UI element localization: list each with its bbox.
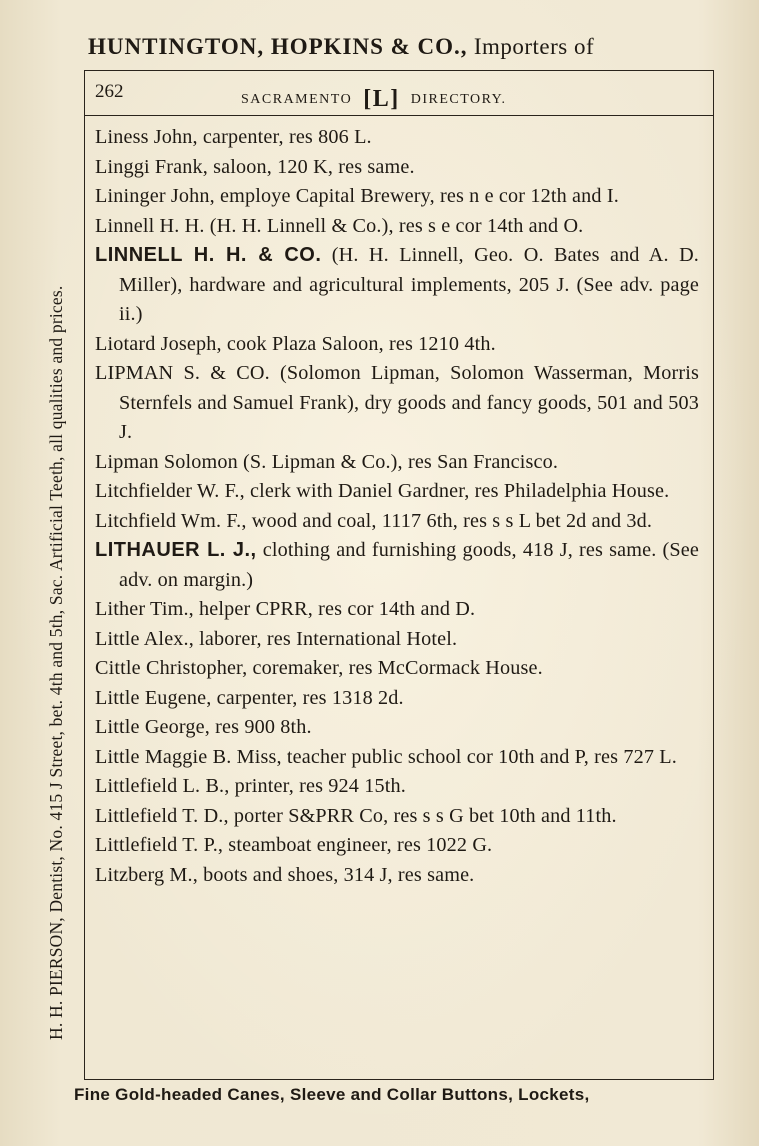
directory-entry <box>95 772 699 802</box>
directory-entry <box>95 713 699 743</box>
entry-text: Litchfielder W. F., clerk with Daniel Gardner, res Philadelphia House. <box>95 480 670 502</box>
directory-entry <box>95 330 699 360</box>
entry-bold-name: LINNELL H. H. & CO. <box>95 244 322 266</box>
page-number: 262 <box>95 81 124 102</box>
directory-entry <box>95 743 699 773</box>
directory-entries <box>95 123 699 890</box>
directory-entry <box>95 625 699 655</box>
side-advertisement: H. H. PIERSON, Dentist, No. 415 J Street, bet. 4th and 5th, Sac. Artificial Teeth, all qualities and prices. <box>46 285 66 1040</box>
directory-entry <box>95 153 699 183</box>
entry-text: Litzberg M., boots and shoes, 314 J, res same. <box>95 863 475 886</box>
top-advertisement-tail: Importers of <box>473 34 595 59</box>
directory-entry <box>95 536 699 595</box>
directory-entry <box>95 831 699 861</box>
entry-text: Little Eugene, carpenter, res 1318 2d. <box>95 686 404 709</box>
directory-entry <box>95 802 699 832</box>
directory-entry <box>95 212 699 242</box>
directory-frame <box>84 70 714 1080</box>
page-header <box>85 71 713 116</box>
directory-entry <box>95 182 699 212</box>
entry-text: Linggi Frank, saloon, 120 K, res same. <box>95 155 415 178</box>
running-head-left: SACRAMENTO <box>241 92 353 107</box>
directory-entry <box>95 123 699 153</box>
entry-text: Lininger John, employe Capital Brewery, res n e cor 12th and I. <box>95 185 619 207</box>
entry-text: LIPMAN S. & CO. (Solomon Lipman, Solomon Wasserman, Morris Sternfels and Samuel Frank), dry goods and fancy goods, 501 and 503 J. <box>95 362 699 443</box>
entry-text: Littlefield T. D., porter S&PRR Co, res s s G bet 10th and 11th. <box>95 804 617 827</box>
entry-text: Lipman Solomon (S. Lipman & Co.), res San Francisco. <box>95 450 559 473</box>
section-letter: [L] <box>363 86 400 112</box>
directory-entry <box>95 448 699 478</box>
entry-text: Little George, res 900 8th. <box>95 716 312 738</box>
entry-text: (H. H. Linnell, Geo. O. Bates and A. D. Miller), hardware and agricultural implements, 205 J. (See adv. page ii.) <box>119 244 699 325</box>
directory-entry <box>95 359 699 448</box>
directory-entry <box>95 595 699 625</box>
directory-entry <box>95 477 699 507</box>
running-head <box>241 83 506 110</box>
entry-bold-name: LITHAUER L. J., <box>95 539 257 561</box>
top-advertisement-name: HUNTINGTON, HOPKINS & CO., <box>88 34 468 59</box>
bottom-advertisement: Fine Gold-headed Canes, Sleeve and Collar Buttons, Lockets, <box>74 1085 590 1104</box>
entry-text: Liotard Joseph, cook Plaza Saloon, res 1210 4th. <box>95 332 496 355</box>
directory-entry <box>95 241 699 330</box>
entry-text: Lither Tim., helper CPRR, res cor 14th and D. <box>95 598 476 620</box>
entry-text: Little Alex., laborer, res International Hotel. <box>95 627 458 650</box>
directory-entry <box>95 507 699 537</box>
running-head-right: DIRECTORY. <box>410 92 507 107</box>
entry-text: Litchfield Wm. F., wood and coal, 1117 6th, res s s L bet 2d and 3d. <box>95 509 653 532</box>
entry-text: Cittle Christopher, coremaker, res McCormack House. <box>95 657 543 679</box>
top-advertisement <box>88 34 718 60</box>
entry-text: Littlefield T. P., steamboat engineer, res 1022 G. <box>95 834 493 856</box>
entry-text: clothing and furnishing goods, 418 J, res same. (See adv. on margin.) <box>119 539 699 591</box>
entry-text: Little Maggie B. Miss, teacher public school cor 10th and P, res 727 L. <box>95 745 677 768</box>
directory-entry <box>95 861 699 891</box>
entry-text: Littlefield L. B., printer, res 924 15th. <box>95 775 406 797</box>
directory-entry <box>95 684 699 714</box>
directory-entry <box>95 654 699 684</box>
entry-text: Linnell H. H. (H. H. Linnell & Co.), res s e cor 14th and O. <box>95 214 584 237</box>
entry-text: Liness John, carpenter, res 806 L. <box>95 126 372 148</box>
